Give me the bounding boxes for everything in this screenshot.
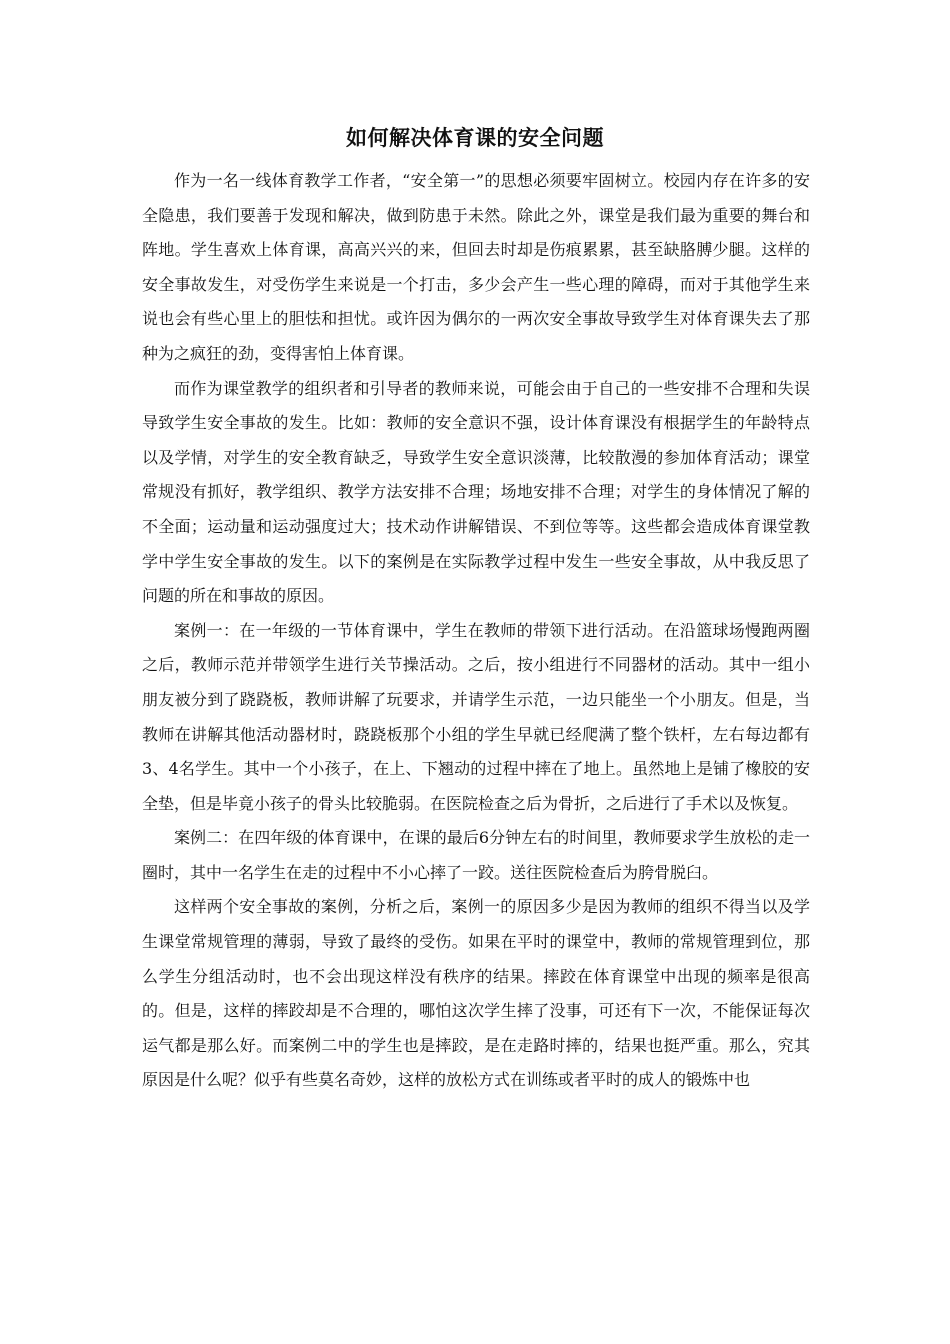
paragraph-teacher-causes: 而作为课堂教学的组织者和引导者的教师来说，可能会由于自己的一些安排不合理和失误导致学生安全事故的发生。比如：教师的安全意识不强，设计体育课没有根据学生的年龄特点以及学情，对学生的安全教育缺乏，导致学生安全意识淡薄，比较散漫的参加体育活动；课堂常规没有抓好，教学组织、教学方法安排不合理；场地安排不合理；对学生的身体情况了解的不全面；运动量和运动强度过大；技术动作讲解错误、不到位等等。这些都会造成体育课堂教学中学生安全事故的发生。以下的案例是在实际教学过程中发生一些安全事故，从中我反思了问题的所在和事故的原因。 bbox=[142, 378, 810, 606]
document-title: 如何解决体育课的安全问题 bbox=[346, 126, 604, 150]
paragraph-analysis: 这样两个安全事故的案例，分析之后，案例一的原因多少是因为教师的组织不得当以及学生课堂常规管理的薄弱，导致了最终的受伤。如果在平时的课堂中，教师的常规管理到位，那么学生分组活动时，也不会出现这样没有秩序的结果。摔跤在体育课堂中出现的频率是很高的。但是，这样的摔跤却是不合理的，哪怕这次学生摔了没事，可还有下一次，不能保证每次运气都是那么好。而案例二中的学生也是摔跤，是在走路时摔的，结果也挺严重。那么，究其原因是什么呢？似乎有些莫名奇妙，这样的放松方式在训练或者平时的成人的锻炼中也 bbox=[142, 897, 810, 1090]
document-body bbox=[142, 164, 810, 1098]
paragraph-case-two: 案例二：在四年级的体育课中，在课的最后6分钟左右的时间里，教师要求学生放松的走一圈时，其中一名学生在走的过程中不小心摔了一跤。送往医院检查后为胯骨脱臼。 bbox=[142, 828, 810, 882]
paragraph-case-one: 案例一：在一年级的一节体育课中，学生在教师的带领下进行活动。在沿篮球场慢跑两圈之后，教师示范并带领学生进行关节操活动。之后，按小组进行不同器材的活动。其中一组小朋友被分到了跷跷板，教师讲解了玩要求，并请学生示范，一边只能坐一个小朋友。但是，当教师在讲解其他活动器材时，跷跷板那个小组的学生早就已经爬满了整个铁杆，左右每边都有3、4名学生。其中一个小孩子，在上、下翘动的过程中摔在了地上。虽然地上是铺了橡胶的安全垫，但是毕竟小孩子的骨头比较脆弱。在医院检查之后为骨折，之后进行了手术以及恢复。 bbox=[142, 620, 810, 813]
paragraph-intro: 作为一名一线体育教学工作者，“安全第一”的思想必须要牢固树立。校园内存在许多的安全隐患，我们要善于发现和解决，做到防患于未然。除此之外，课堂是我们最为重要的舞台和阵地。学生喜欢上体育课，高高兴兴的来，但回去时却是伤痕累累，甚至缺胳膊少腿。这样的安全事故发生，对受伤学生来说是一个打击，多少会产生一些心理的障碍，而对于其他学生来说也会有些心里上的胆怯和担忧。或许因为偶尔的一两次安全事故导致学生对体育课失去了那种为之疯狂的劲，变得害怕上体育课。 bbox=[142, 171, 810, 363]
